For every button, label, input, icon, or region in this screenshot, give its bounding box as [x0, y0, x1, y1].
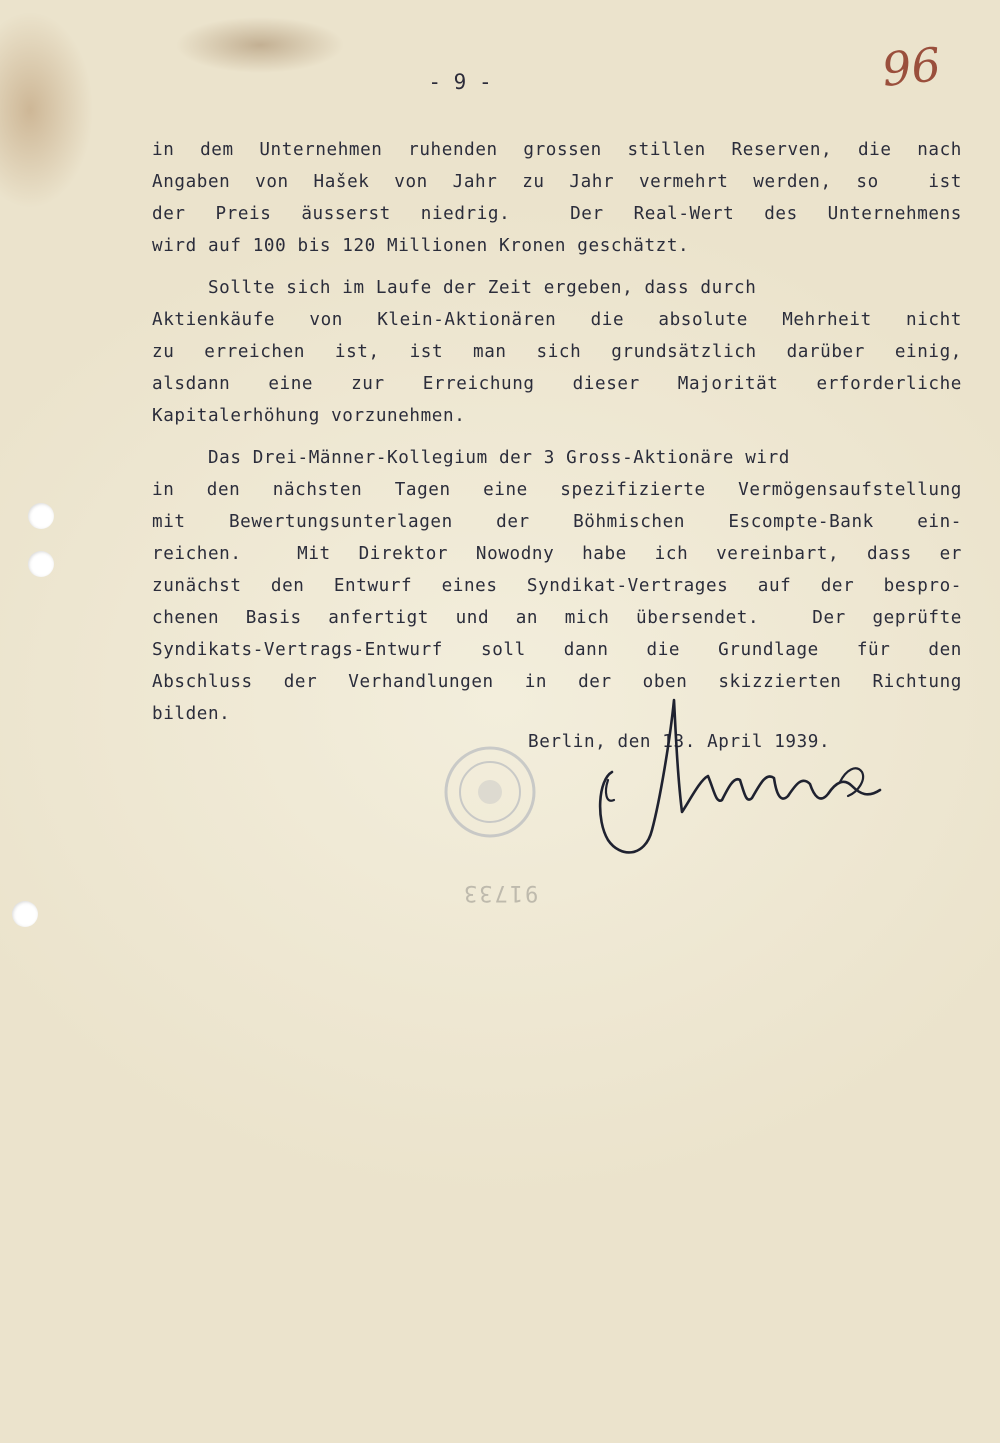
text-line: reichen. Mit Direktor Nowodny habe ich vereinbart, dass er	[152, 544, 962, 564]
text-line: alsdann eine zur Erreichung dieser Majorität erforderliche	[152, 374, 962, 394]
text-line: Abschluss der Verhandlungen in der oben skizzierten Richtung	[152, 672, 962, 692]
punch-hole-bottom	[12, 901, 38, 927]
text-line: der Preis äusserst niedrig. Der Real-Wert des Unternehmens	[152, 204, 962, 224]
text-line: Syndikats-Vertrags-Entwurf soll dann die Grundlage für den	[152, 640, 962, 660]
handwritten-signature	[590, 680, 900, 870]
text-line: Das Drei-Männer-Kollegium der 3 Gross-Aktionäre wird	[152, 448, 790, 468]
dateline: Berlin, den 13. April 1939.	[528, 732, 831, 752]
text-line: Aktienkäufe von Klein-Aktionären die absolute Mehrheit nicht	[152, 310, 962, 330]
text-line: bilden.	[152, 704, 231, 724]
text-line: zu erreichen ist, ist man sich grundsätzlich darüber einig,	[152, 342, 962, 362]
punch-hole-middle	[28, 551, 54, 577]
text-line: Sollte sich im Laufe der Zeit ergeben, dass durch	[152, 278, 757, 298]
text-line: mit Bewertungsunterlagen der Böhmischen Escompte-Bank ein-	[152, 512, 962, 532]
text-line: in dem Unternehmen ruhenden grossen stillen Reserven, die nach	[152, 140, 962, 160]
text-line: in den nächsten Tagen eine spezifizierte Vermögensaufstellung	[152, 480, 962, 500]
punch-hole-top	[28, 503, 54, 529]
paragraph-1	[152, 134, 962, 262]
text-line: chenen Basis anfertigt und an mich übersendet. Der geprüfte	[152, 608, 962, 628]
page-number: - 9 -	[428, 70, 492, 94]
text-line: wird auf 100 bis 120 Millionen Kronen geschätzt.	[152, 236, 690, 256]
folio-number: 96	[879, 37, 944, 97]
archive-stamp-icon	[440, 742, 540, 842]
letter-body	[152, 134, 962, 740]
text-line: Kapitalerhöhung vorzunehmen.	[152, 406, 466, 426]
paragraph-2	[152, 272, 962, 432]
text-line: Angaben von Hašek von Jahr zu Jahr vermehrt werden, so ist	[152, 172, 962, 192]
text-line: zunächst den Entwurf eines Syndikat-Vertrages auf der bespro-	[152, 576, 962, 596]
archive-number: 91733	[462, 880, 539, 905]
